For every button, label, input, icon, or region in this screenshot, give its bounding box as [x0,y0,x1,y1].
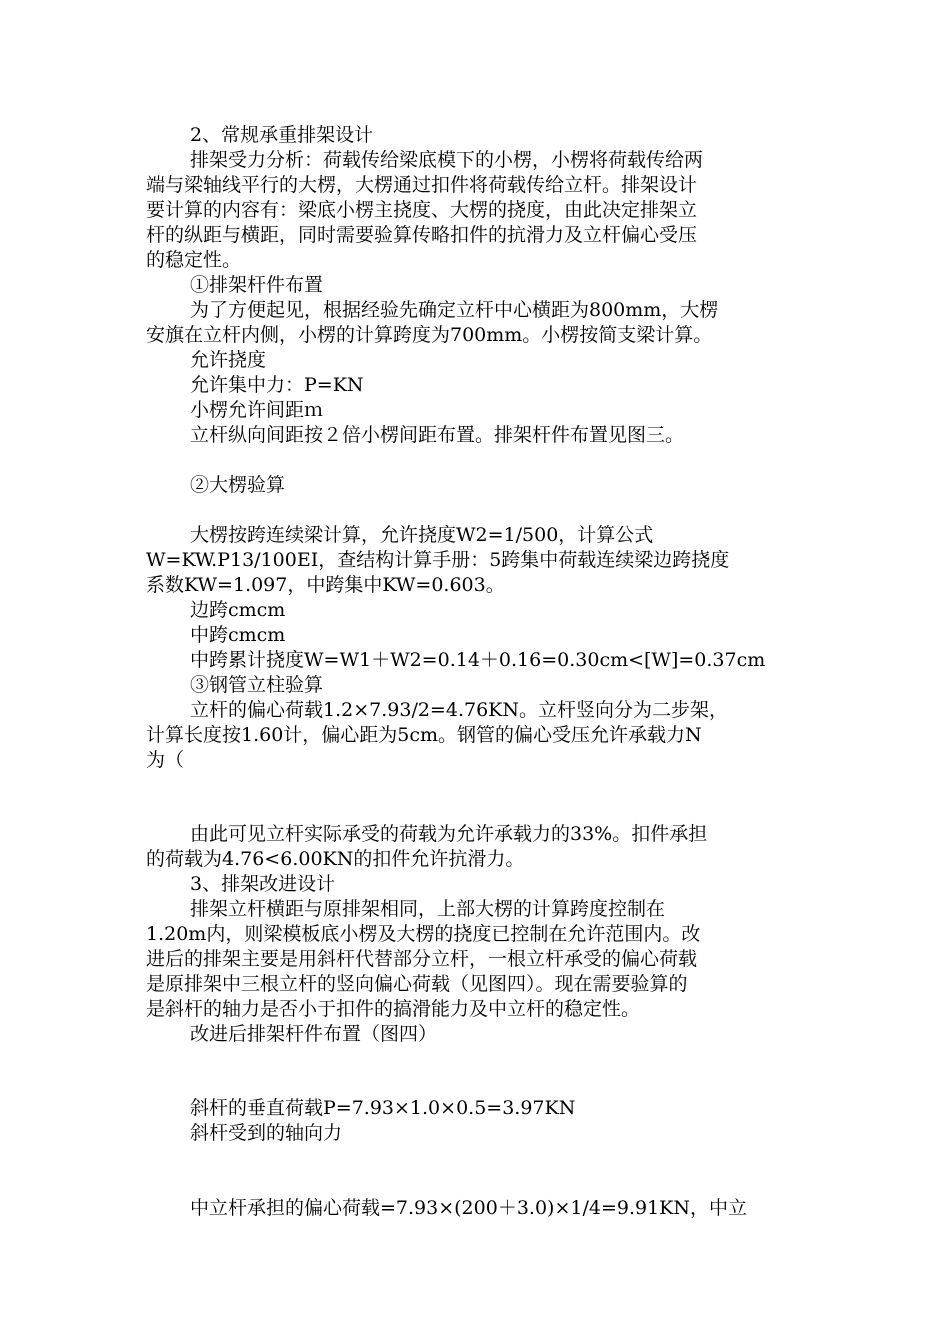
item-1-heading [146,273,806,298]
pole-spacing-line [146,423,806,448]
paragraph-line: 的荷载为4.76<6.00KN的扣件允许抗滑力。 [146,847,525,870]
paragraph-line: 立杆的偏心荷载1.2×7.93/2=4.76KN。立杆竖向分为二步架， [190,699,728,721]
section-3-heading [146,872,806,897]
item-heading: ②大楞验算 [190,474,286,496]
allow-spacing-line [146,398,806,423]
item-3-paragraph [146,698,806,773]
paragraph-line: 是斜杆的轴力是否小于扣件的搞滑能力及中立杆的稳定性。 [146,997,641,1020]
item-3-heading [146,673,806,698]
item-2-paragraph [146,523,806,598]
paragraph-line: 1.20m内，则梁模板底小楞及大楞的挠度已控制在允许范围内。改 [146,922,701,945]
text-line: 斜杆受到的轴向力 [190,1122,343,1144]
text-line: 斜杆的垂直荷载P=7.93×1.0×0.5=3.97KN [190,1097,576,1119]
text-line: 中跨cmcm [190,624,286,646]
paragraph-line: 大楞按跨连续梁计算，允许挠度W2=1/500，计算公式 [190,524,654,546]
mid-span-line [146,623,806,648]
paragraph-line: 由此可见立杆实际承受的荷载为允许承载力的33%。扣件承担 [190,823,708,845]
diag-vertical-load-line [146,1096,806,1121]
side-span-line [146,598,806,623]
paragraph-line: 进后的排架主要是用斜杆代替部分立杆，一根立杆承受的偏心荷载 [146,947,698,970]
text-line: 小楞允许间距ｍ [190,399,324,421]
text-line: 中跨累计挠度W=W1＋W2=0.14＋0.16=0.30cm<[W]=0.37cm [190,649,766,671]
caption-line: 改进后排架杆件布置（图四） [190,1023,438,1045]
paragraph-line: 杆的纵距与横距，同时需要验算传略扣件的抗滑力及立杆偏心受压 [146,223,698,246]
mid-total-line [146,648,806,673]
paragraph-line: 端与梁轴线平行的大楞，大楞通过扣件将荷载传给立杆。排架设计 [146,173,698,196]
text-line: 中立杆承担的偏心荷载=7.93×(200＋3.0)×1/4=9.91KN，中立 [190,1197,747,1219]
item-heading: ①排架杆件布置 [190,274,324,296]
section-heading: 3、排架改进设计 [190,873,336,895]
paragraph-line: 排架受力分析：荷载传给梁底模下的小楞，小楞将荷载传给两 [190,149,704,171]
text-line: 允许挠度 [190,349,267,371]
paragraph-line: 计算长度按1.60计，偏心距为5cm。钢管的偏心受压允许承载力N [146,723,702,746]
paragraph-line: W=KW.P13/100EI，查结构计算手册：5跨集中荷载连续梁边跨挠度 [146,548,730,571]
allow-force-line [146,373,806,398]
analysis-paragraph [146,148,806,272]
text-line: 立杆纵向间距按２倍小楞间距布置。排架杆件布置见图三。 [190,424,685,446]
section-2-heading [146,123,806,148]
item-2-heading [146,473,806,498]
paragraph-line: 为了方便起见，根据经验先确定立杆中心横距为800mm，大楞 [190,299,719,321]
paragraph-line: 系数KW=1.097，中跨集中KW=0.603。 [146,573,505,596]
paragraph-line: 安旗在立杆内侧，小楞的计算跨度为700mm。小楞按简支梁计算。 [146,323,713,346]
mid-pole-load-line [146,1196,806,1221]
paragraph-line: 排架立杆横距与原排架相同，上部大楞的计算跨度控制在 [190,898,666,920]
paragraph-line: 要计算的内容有：梁底小楞主挠度、大楞的挠度，由此决定排架立 [146,198,698,221]
result-paragraph [146,822,806,872]
allow-deflection-line [146,348,806,373]
item-heading: ③钢管立柱验算 [190,674,324,696]
paragraph-line: 的稳定性。 [146,248,242,271]
text-line: 允许集中力：P=KN [190,374,364,396]
section-heading: 2、常规承重排架设计 [190,124,374,146]
diag-axial-force-line [146,1121,806,1146]
paragraph-line: 为（ [146,748,185,771]
section-3-paragraph [146,897,806,1021]
text-line: 边跨cmcm [190,599,286,621]
figure-4-caption [146,1022,806,1047]
paragraph-line: 是原排架中三根立杆的竖向偏心荷载（见图四）。现在需要验算的 [146,972,688,995]
item-1-paragraph [146,298,806,348]
